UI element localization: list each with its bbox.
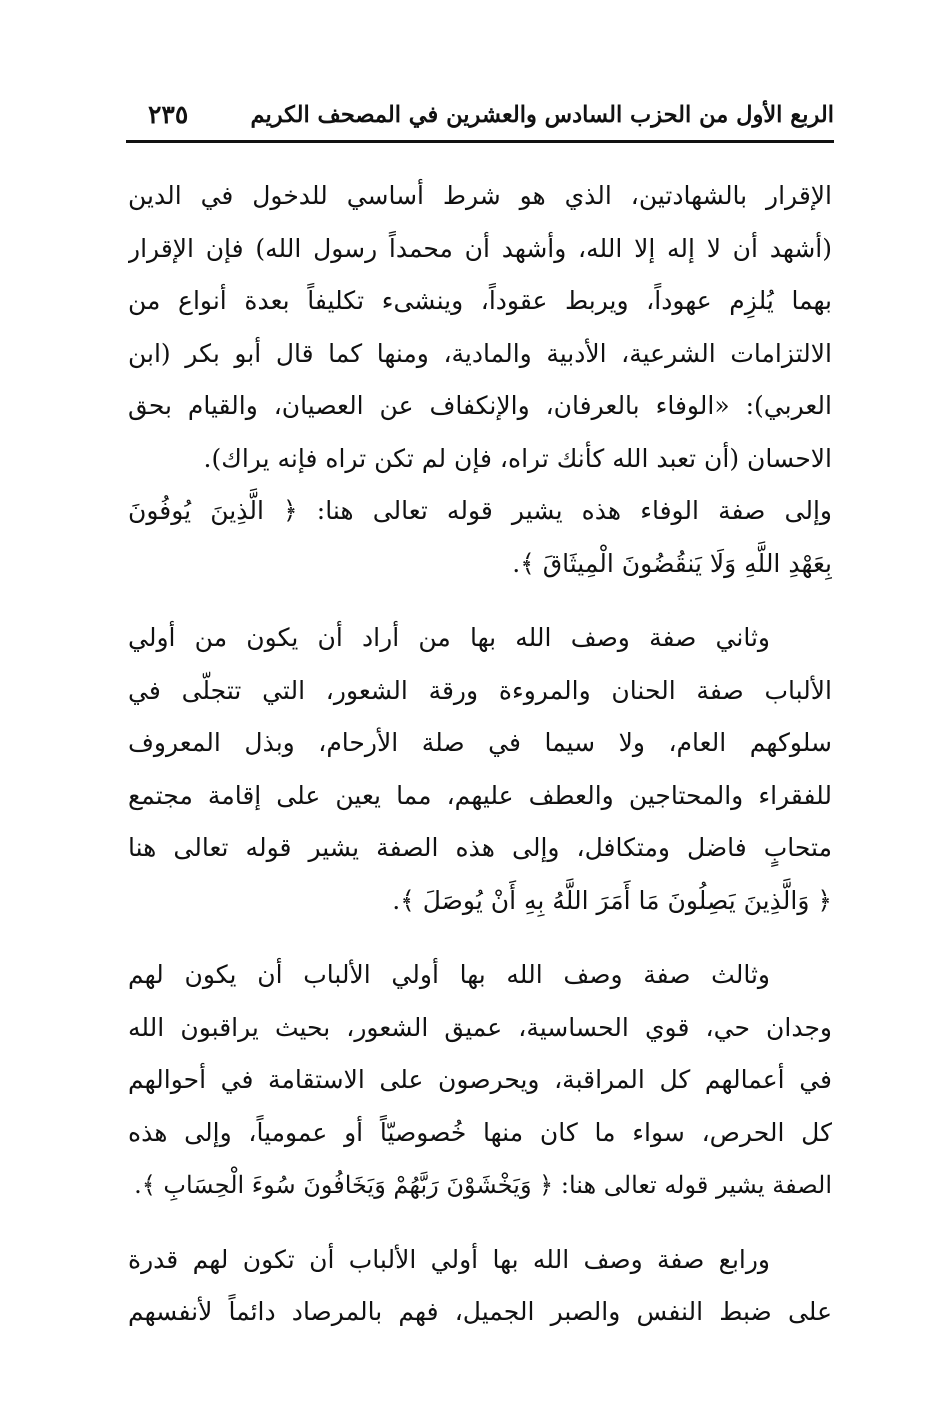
paragraph-gap [128, 590, 832, 612]
text-line: في أعمالهم كل المراقبة، ويحرصون على الاستقامة في أحوالهم [128, 1065, 832, 1094]
text-line: الألباب صفة الحنان والمروءة ورقة الشعور، التي تتجلّى في [128, 675, 832, 705]
text-line: بهما يُلزِم عهوداً، ويربط عقوداً، وينشىء تكليفاً بعدة أنواع من [128, 286, 832, 315]
text-line: سلوكهم العام، ولا سيما في صلة الأرحام، وبذل المعروف [128, 728, 832, 757]
text-line: الاحسان (أن تعبد الله كأنك تراه، فإن لم تكن تراه فإنه يراك). [203, 443, 832, 473]
text-line: كل الحرص، سواء ما كان منها خُصوصيّاً أو عمومياً، وإلى هذه [128, 1117, 832, 1147]
paragraph-3 [128, 949, 832, 1212]
page-number: ٢٣٥ [148, 100, 189, 129]
text-line: الالتزامات الشرعية، الأدبية والمادية، ومنها كما قال أبو بكر (ابن [128, 338, 832, 368]
running-title: الربع الأول من الحزب السادس والعشرين في المصحف الكريم [250, 102, 834, 128]
text-line: (أشهد أن لا إله إلا الله، وأشهد أن محمداً رسول الله) فإن الإقرار [128, 233, 832, 263]
header-divider [126, 140, 834, 143]
text-line: الإقرار بالشهادتين، الذي هو شرط أساسي للدخول في الدين [128, 181, 832, 210]
paragraph-4 [128, 1234, 832, 1339]
text-line: وثالث صفة وصف الله بها أولي الألباب أن يكون لهم [128, 960, 770, 989]
paragraph-gap [128, 1212, 832, 1234]
page-header [126, 96, 834, 140]
text-line: متحابٍ فاضل ومتكافل، وإلى هذه الصفة يشير قوله تعالى هنا [128, 833, 832, 862]
paragraph-gap [128, 927, 832, 949]
quran-verse-line: ﴿ وَالَّذِينَ يَصِلُونَ مَا أَمَرَ اللَّهُ بِهِ أَنْ يُوصَلَ ﴾. [392, 885, 832, 915]
text-line: للفقراء والمحتاجين والعطف عليهم، مما يعين على إقامة مجتمع [128, 780, 832, 810]
text-line: وثاني صفة وصف الله بها من أراد أن يكون من أولي [128, 623, 770, 652]
page-body [128, 170, 832, 1339]
paragraph-1 [128, 170, 832, 590]
paragraph-2 [128, 612, 832, 927]
text-line: وجدان حي، قوي الحساسية، عميق الشعور، بحيث يراقبون الله [128, 1012, 832, 1042]
text-line: وإلى صفة الوفاء هذه يشير قوله تعالى هنا: ﴿ الَّذِينَ يُوفُونَ [128, 496, 832, 525]
text-line: العربي): «الوفاء بالعرفان، والإنكفاف عن العصيان، والقيام بحق [128, 391, 832, 420]
quran-verse-line: الصفة يشير قوله تعالى هنا: ﴿ وَيَخْشَوْنَ رَبَّهُمْ وَيَخَافُونَ سُوءَ الْحِسَابِ ﴾. [134, 1171, 832, 1199]
text-line: على ضبط النفس والصبر الجميل، فهم بالمرصاد دائماً لأنفسهم [128, 1297, 832, 1326]
text-line: ورابع صفة وصف الله بها أولي الألباب أن تكون لهم قدرة [128, 1244, 770, 1274]
quran-verse-line: بِعَهْدِ اللَّهِ وَلَا يَنقُضُونَ الْمِيثَاقَ ﴾. [512, 548, 832, 578]
